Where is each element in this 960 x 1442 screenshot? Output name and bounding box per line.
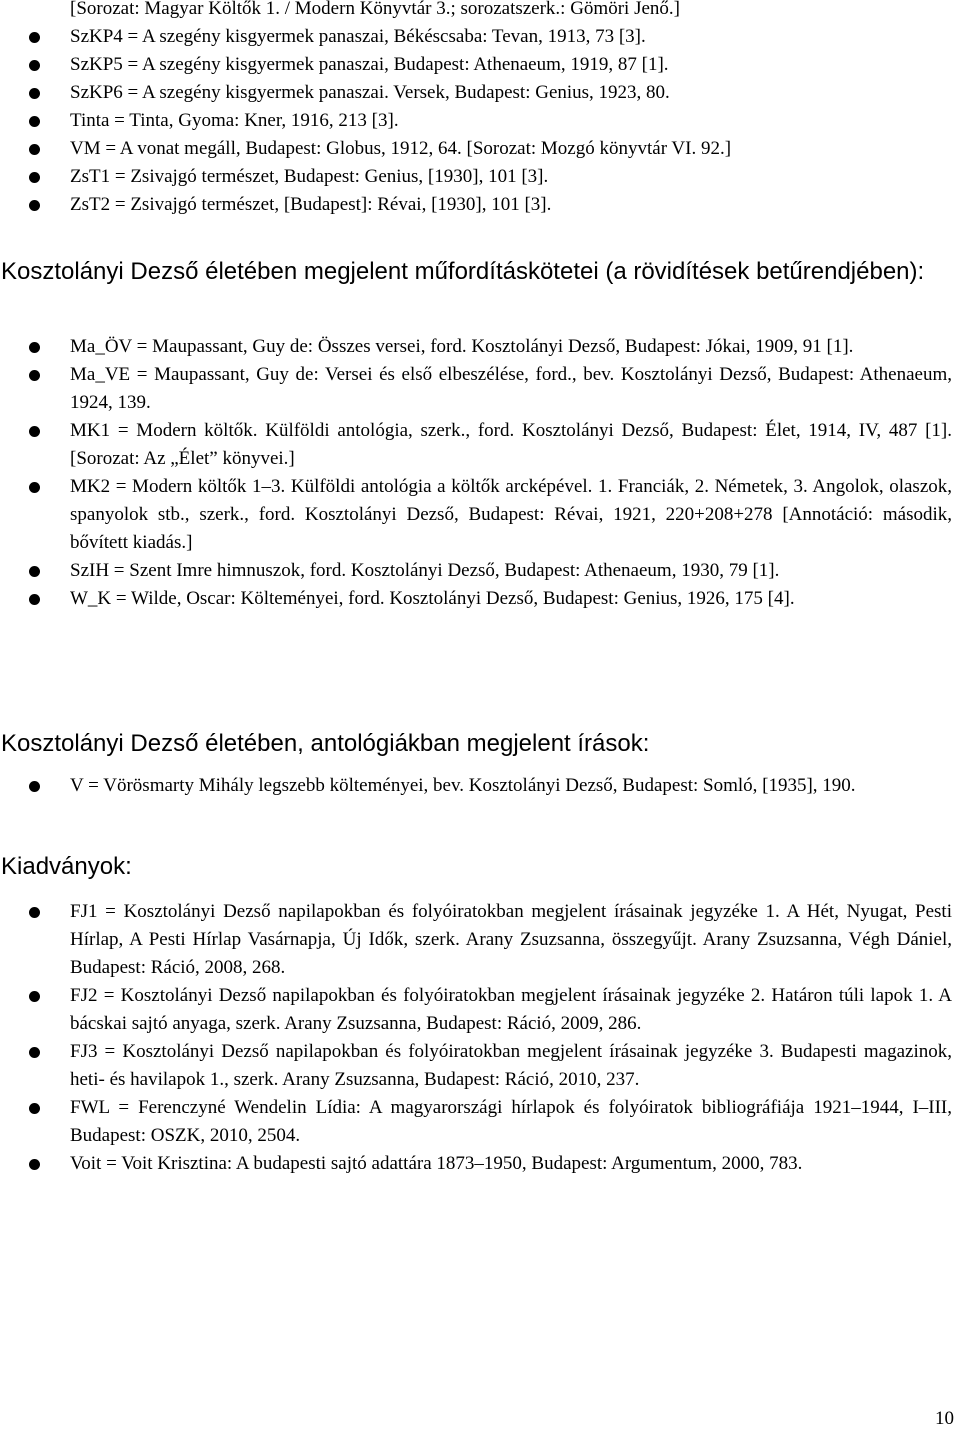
- anthology-list: [0, 772, 960, 800]
- bullet-icon: [29, 991, 40, 1002]
- list-item: Ma_ÖV = Maupassant, Guy de: Összes versei, ford. Kosztolányi Dezső, Budapest: Jókai, 1909, 91 [1].: [0, 333, 960, 361]
- continuation-line: [Sorozat: Magyar Költők 1. / Modern Könyvtár 3.; sorozatszerk.: Gömöri Jenő.]: [70, 0, 680, 19]
- list-item: FJ2 = Kosztolányi Dezső napilapokban és folyóiratokban megjelent írásainak jegyzéke 2. Határon túli lapok 1. A bácskai sajtó anyaga, szerk. Arany Zsuzsanna, Budapest: Ráció, 2009, 286.: [0, 982, 960, 1038]
- section-heading-anthologies: Kosztolányi Dezső életében, antológiákban megjelent írások:: [1, 730, 650, 757]
- translation-list: [0, 333, 960, 613]
- bullet-icon: [29, 342, 40, 353]
- list-item: SzKP4 = A szegény kisgyermek panaszai, Békéscsaba: Tevan, 1913, 73 [3].: [0, 23, 960, 51]
- list-item: V = Vörösmarty Mihály legszebb költeményei, bev. Kosztolányi Dezső, Budapest: Somló, [1935], 190.: [0, 772, 960, 800]
- bullet-icon: [29, 781, 40, 792]
- list-item: ZsT2 = Zsivajgó természet, [Budapest]: Révai, [1930], 101 [3].: [0, 191, 960, 219]
- list-item: Voit = Voit Krisztina: A budapesti sajtó adattára 1873–1950, Budapest: Argumentum, 2000, 783.: [0, 1150, 960, 1178]
- list-item: Ma_VE = Maupassant, Guy de: Versei és első elbeszélése, ford., bev. Kosztolányi Dezső, Budapest: Athenaeum, 1924, 139.: [0, 361, 960, 417]
- list-item: MK1 = Modern költők. Külföldi antológia, szerk., ford. Kosztolányi Dezső, Budapest: Élet, 1914, IV, 487 [1]. [Sorozat: Az „Élet” könyvei.]: [0, 417, 960, 473]
- section-heading-publications: Kiadványok:: [1, 853, 132, 880]
- bullet-icon: [29, 1103, 40, 1114]
- bullet-icon: [29, 88, 40, 99]
- bullet-icon: [29, 907, 40, 918]
- bullet-icon: [29, 172, 40, 183]
- list-item: SzIH = Szent Imre himnuszok, ford. Kosztolányi Dezső, Budapest: Athenaeum, 1930, 79 [1].: [0, 557, 960, 585]
- book-list-1: [0, 23, 960, 219]
- page-number: 10: [935, 1408, 954, 1429]
- bullet-icon: [29, 426, 40, 437]
- list-item: SzKP6 = A szegény kisgyermek panaszai. Versek, Budapest: Genius, 1923, 80.: [0, 79, 960, 107]
- list-item: VM = A vonat megáll, Budapest: Globus, 1912, 64. [Sorozat: Mozgó könyvtár VI. 92.]: [0, 135, 960, 163]
- list-item: Tinta = Tinta, Gyoma: Kner, 1916, 213 [3].: [0, 107, 960, 135]
- bullet-icon: [29, 1159, 40, 1170]
- list-item: FJ1 = Kosztolányi Dezső napilapokban és folyóiratokban megjelent írásainak jegyzéke 1. A Hét, Nyugat, Pesti Hírlap, A Pesti Hírlap Vasárnapja, Új Idők, szerk. Arany Zsuzsanna, összegyűjt. Arany Zsuzsanna, Végh Dániel, Budapest: Ráció, 2008, 268.: [0, 898, 960, 982]
- bullet-icon: [29, 200, 40, 211]
- list-item: MK2 = Modern költők 1–3. Külföldi antológia a költők arcképével. 1. Franciák, 2. Németek, 3. Angolok, olaszok, spanyolok stb., szerk., ford. Kosztolányi Dezső, Budapest: Révai, 1921, 220+208+278 [Annotáció: második, bővített kiadás.]: [0, 473, 960, 557]
- bullet-icon: [29, 482, 40, 493]
- list-item: SzKP5 = A szegény kisgyermek panaszai, Budapest: Athenaeum, 1919, 87 [1].: [0, 51, 960, 79]
- bullet-icon: [29, 60, 40, 71]
- list-item: W_K = Wilde, Oscar: Költeményei, ford. Kosztolányi Dezső, Budapest: Genius, 1926, 175 [4].: [0, 585, 960, 613]
- list-item: FWL = Ferenczyné Wendelin Lídia: A magyarországi hírlapok és folyóiratok bibliográfiája 1921–1944, I–III, Budapest: OSZK, 2010, 2504.: [0, 1094, 960, 1150]
- publication-list: [0, 898, 960, 1178]
- bullet-icon: [29, 566, 40, 577]
- list-item: FJ3 = Kosztolányi Dezső napilapokban és folyóiratokban megjelent írásainak jegyzéke 3. Budapesti magazinok, heti- és havilapok 1., szerk. Arany Zsuzsanna, Budapest: Ráció, 2010, 237.: [0, 1038, 960, 1094]
- bullet-icon: [29, 594, 40, 605]
- bullet-icon: [29, 370, 40, 381]
- bullet-icon: [29, 32, 40, 43]
- bullet-icon: [29, 144, 40, 155]
- section-heading-translations: Kosztolányi Dezső életében megjelent műfordításkötetei (a rövidítések betűrendjében):: [1, 258, 925, 285]
- bullet-icon: [29, 1047, 40, 1058]
- bullet-icon: [29, 116, 40, 127]
- list-item: ZsT1 = Zsivajgó természet, Budapest: Genius, [1930], 101 [3].: [0, 163, 960, 191]
